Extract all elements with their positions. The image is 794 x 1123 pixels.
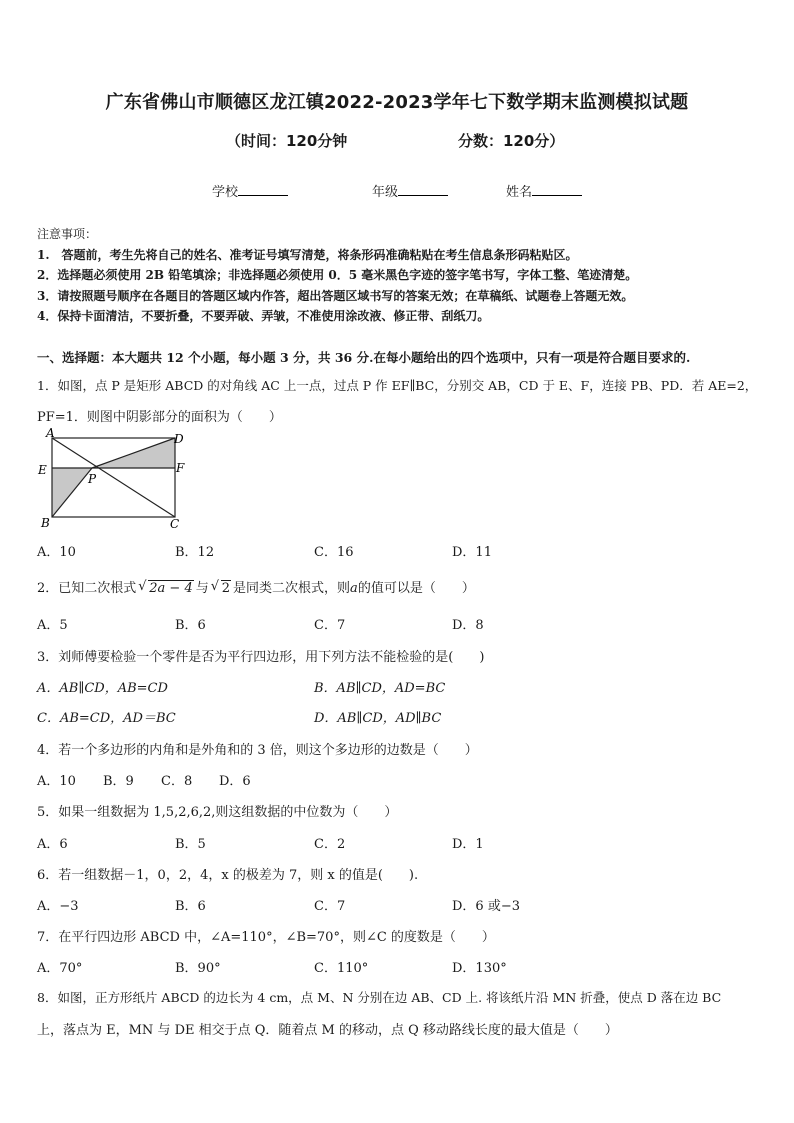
q6-option-c[interactable]: C．7 xyxy=(314,899,346,914)
q1-label-b: B xyxy=(41,516,50,530)
sqrt-icon: √ xyxy=(210,579,220,594)
q7-option-a[interactable]: A．70° xyxy=(37,961,83,976)
q7-option-c[interactable]: C．110° xyxy=(314,961,369,976)
q2-radical-2 xyxy=(211,581,231,596)
q1-stem-line1: 1．如图，点 P 是矩形 ABCD 的对角线 AC 上一点，过点 P 作 EF∥BC，分别交 AB，CD 于 E、F，连接 PB、PD．若 AE=2， xyxy=(37,378,758,393)
q5-option-b[interactable]: B．5 xyxy=(175,837,206,852)
q2-radicand-2: 2 xyxy=(221,581,231,596)
q7-stem: 7．在平行四边形 ABCD 中，∠A=110°，∠B=70°，则∠C 的度数是（ ） xyxy=(37,930,495,945)
q5-option-d[interactable]: D．1 xyxy=(452,837,484,852)
q2-stem-mid: 与 xyxy=(195,581,209,596)
grade-label: 年级 xyxy=(372,185,399,200)
q4-option-a[interactable]: A．10 xyxy=(37,774,76,789)
exam-title: 广东省佛山市顺德区龙江镇2022-2023学年七下数学期末监测模拟试题 xyxy=(105,92,689,113)
q3-option-a[interactable]: A．AB∥CD，AB=CD xyxy=(37,681,168,696)
note-item-3: 3．请按照题号顺序在各题目的答题区域内作答，超出答题区域书写的答案无效；在草稿纸、试题卷上答题无效。 xyxy=(37,289,634,303)
q1-stem-line2: PF=1．则图中阴影部分的面积为（ ） xyxy=(37,410,282,425)
q2-variable: a xyxy=(350,581,358,596)
school-field xyxy=(212,181,288,200)
q1-option-d[interactable]: D．11 xyxy=(452,545,492,560)
q3-option-c[interactable]: C．AB=CD，AD＝BC xyxy=(37,711,176,726)
name-label: 姓名 xyxy=(506,185,533,200)
note-item-4: 4．保持卡面清洁，不要折叠，不要弄破、弄皱，不准使用涂改液、修正带、刮纸刀。 xyxy=(37,309,490,323)
note-item-2: 2．选择题必须使用 2B 铅笔填涂；非选择题必须使用 0．5 毫米黑色字迹的签字笔书写，字体工整、笔迹清楚。 xyxy=(37,268,638,282)
q2-option-c[interactable]: C．7 xyxy=(314,618,346,633)
q7-option-d[interactable]: D．130° xyxy=(452,961,507,976)
q3-option-d[interactable]: D．AB∥CD，AD∥BC xyxy=(314,711,442,726)
q2-option-a[interactable]: A．5 xyxy=(37,618,68,633)
q3-stem: 3．刘师傅要检验一个零件是否为平行四边形，用下列方法不能检验的是( ) xyxy=(37,650,485,665)
notes-heading: 注意事项： xyxy=(37,227,98,241)
name-field xyxy=(506,181,582,200)
q6-option-d[interactable]: D．6 或−3 xyxy=(452,899,520,914)
q4-option-d[interactable]: D．6 xyxy=(219,774,251,789)
q5-option-c[interactable]: C．2 xyxy=(314,837,346,852)
q4-stem: 4．若一个多边形的内角和是外角和的 3 倍，则这个多边形的边数是（ ） xyxy=(37,743,478,758)
q1-option-b[interactable]: B．12 xyxy=(175,545,215,560)
q7-option-b[interactable]: B．90° xyxy=(175,961,221,976)
exam-time: （时间：120分钟 xyxy=(226,132,348,150)
q1-label-p: P xyxy=(88,472,97,486)
q1-label-e: E xyxy=(38,463,47,477)
q1-label-f: F xyxy=(176,461,185,475)
grade-blank xyxy=(398,183,448,196)
q2-option-d[interactable]: D．8 xyxy=(452,618,484,633)
q3-option-b[interactable]: B．AB∥CD，AD=BC xyxy=(314,681,446,696)
name-blank xyxy=(532,183,582,196)
q6-stem: 6．若一组数据－1，0，2，4，x 的极差为 7，则 x 的值是( ). xyxy=(37,868,419,883)
q1-label-c: C xyxy=(170,517,180,531)
school-blank xyxy=(238,183,288,196)
q1-label-d: D xyxy=(174,432,184,446)
q5-option-a[interactable]: A．6 xyxy=(37,837,68,852)
q6-option-b[interactable]: B．6 xyxy=(175,899,206,914)
q1-option-c[interactable]: C．16 xyxy=(314,545,354,560)
q6-option-a[interactable]: A．−3 xyxy=(37,899,79,914)
q8-stem-line1: 8．如图，正方形纸片 ABCD 的边长为 4 cm，点 M、N 分别在边 AB、CD 上. 将该纸片沿 MN 折叠，使点 D 落在边 BC xyxy=(37,990,722,1005)
q5-stem: 5．如果一组数据为 1,5,2,6,2,则这组数据的中位数为（ ） xyxy=(37,805,398,820)
q1-figure xyxy=(34,428,194,532)
q2-stem-post1: 是同类二次根式，则 xyxy=(233,581,351,596)
exam-score: 分数：120分） xyxy=(458,132,565,150)
q1-option-a[interactable]: A．10 xyxy=(37,545,76,560)
section-heading: 一、选择题：本大题共 12 个小题，每小题 3 分，共 36 分.在每小题给出的四个选项中，只有一项是符合题目要求的. xyxy=(37,350,691,365)
q2-stem-pre: 2．已知二次根式 xyxy=(37,581,137,596)
q8-stem-line2: 上，落点为 E，MN 与 DE 相交于点 Q．随着点 M 的移动，点 Q 移动路线长度的最大值是（ ） xyxy=(37,1023,618,1038)
q2-stem xyxy=(37,577,475,596)
q2-radicand-1: 2a − 4 xyxy=(149,581,193,596)
q2-stem-post2: 的值可以是（ ） xyxy=(357,581,475,596)
grade-field xyxy=(372,181,448,200)
q1-label-a: A xyxy=(46,428,55,440)
sqrt-icon: √ xyxy=(138,579,147,594)
q4-option-b[interactable]: B．9 xyxy=(103,774,134,789)
school-label: 学校 xyxy=(212,185,239,200)
q2-option-b[interactable]: B．6 xyxy=(175,618,206,633)
q4-option-c[interactable]: C．8 xyxy=(161,774,193,789)
q2-radical-1 xyxy=(138,581,193,596)
note-item-1: 1. 答题前，考生先将自己的姓名、准考证号填写清楚，将条形码准确粘贴在考生信息条形码粘贴区。 xyxy=(37,248,578,262)
